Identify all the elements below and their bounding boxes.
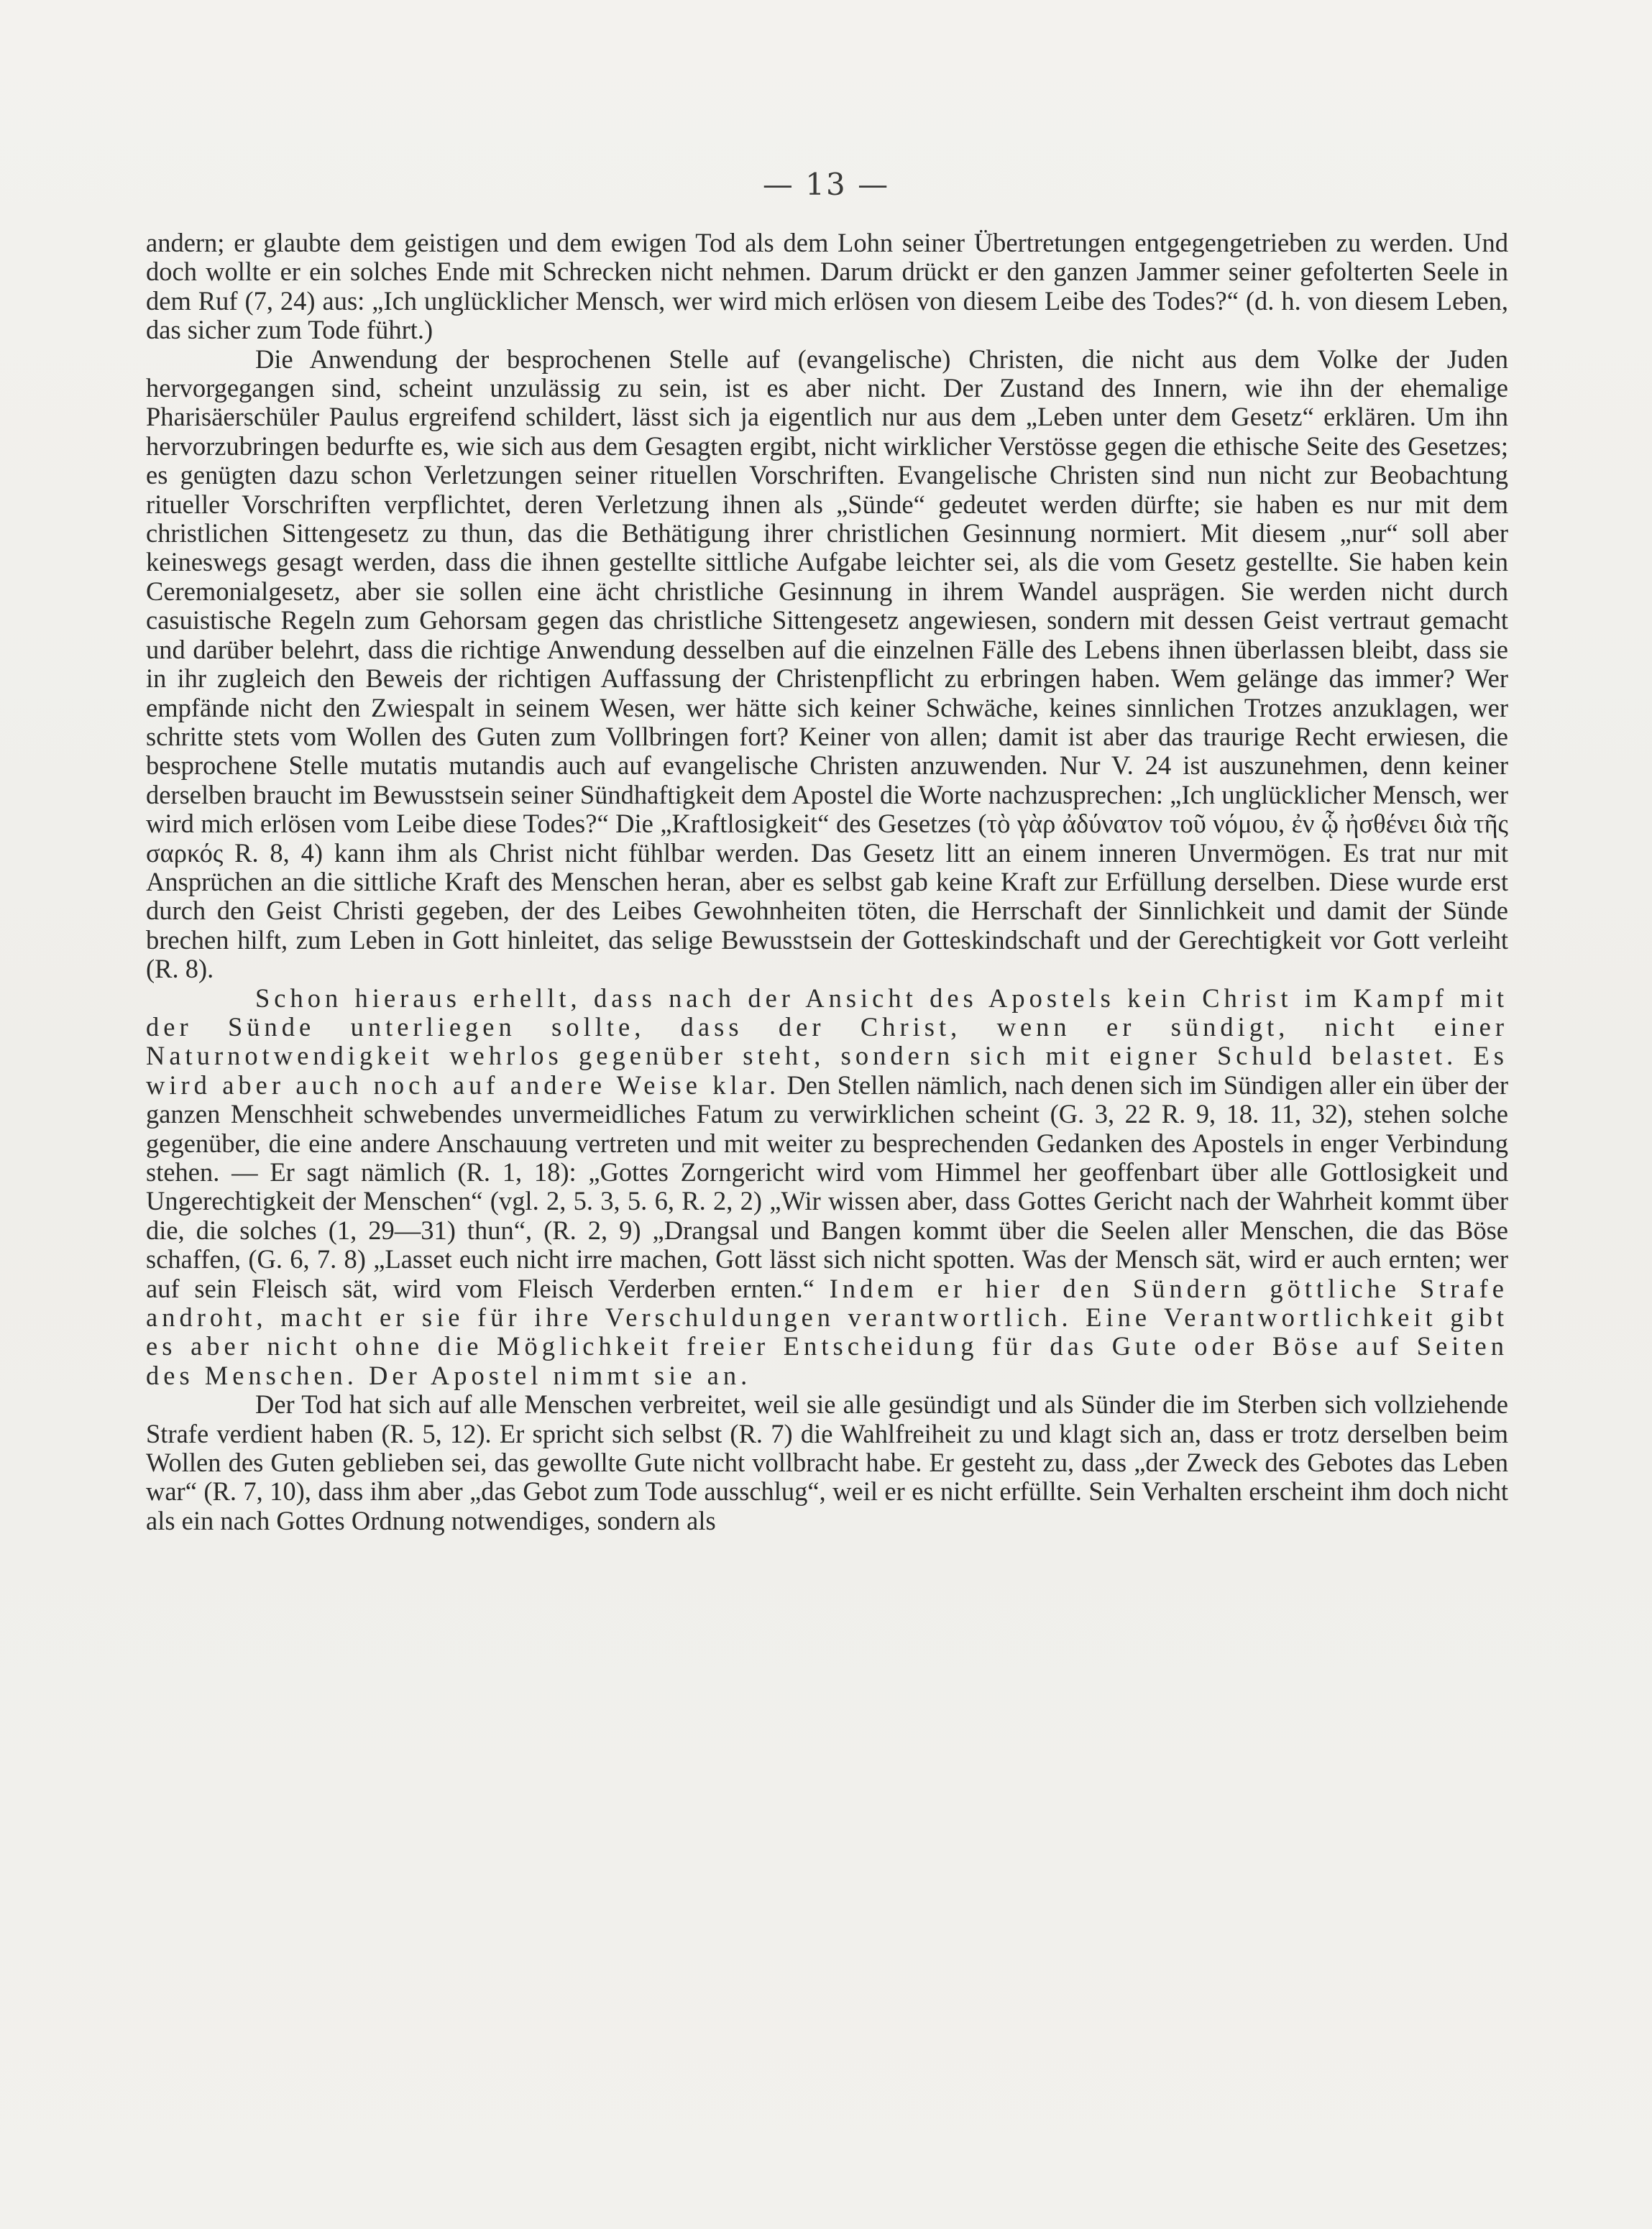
paragraph-3 bbox=[146, 984, 1508, 1391]
paragraph-3-emphasis-start: Schon hieraus erhellt, dass nach der Ansicht des Apostels kein Christ im Kampf mit der Sünde unterliegen sollte, dass der Christ, wenn er sündigt, nicht einer Naturnotwendigkeit wehrlos gegenüber steht, sondern sich mit eigner Schuld belastet. Es wird aber auch noch auf andere Weise klar. bbox=[146, 983, 1508, 1100]
paragraph-4: Der Tod hat sich auf alle Menschen verbreitet, weil sie alle gesündigt und als Sünder die im Sterben sich vollziehende Strafe verdient haben (R. 5, 12). Er spricht sich selbst (R. 7) die Wahlfreiheit zu und klagt sich an, dass er trotz derselben beim Wollen des Guten geblieben sei, das gewollte Gute nicht vollbracht habe. Er gesteht zu, dass „der Zweck des Gebotes das Leben war“ (R. 7, 10), dass ihm aber „das Gebot zum Tode ausschlug“, weil er es nicht erfüllte. Sein Verhalten erscheint ihm doch nicht als ein nach Gottes Ordnung notwendiges, sondern als bbox=[146, 1389, 1508, 1535]
body-text bbox=[146, 229, 1508, 1535]
page-number: — 13 — bbox=[762, 167, 890, 202]
paragraph-3-body: Den Stellen nämlich, nach denen sich im Sündigen aller ein über der ganzen Menschheit schwebendes unvermeidliches Fatum zu verwirklichen scheint (G. 3, 22 R. 9, 18. 11, 32), stehen solche gegenüber, die eine andere Anschauung vertreten und mit weiter zu besprechenden Gedanken des Apostels in enger Verbindung stehen. — Er sagt nämlich (R. 1, 18): „Gottes Zorngericht wird vom Himmel her geoffenbart über alle Gottlosigkeit und Ungerechtigkeit der Menschen“ (vgl. 2, 5. 3, 5. 6, R. 2, 2) „Wir wissen aber, dass Gottes Gericht nach der Wahrheit kommt über die, die solches (1, 29—31) thun“, (R. 2, 9) „Drangsal und Bangen kommt über die Seelen aller Menschen, die das Böse schaffen, (G. 6, 7. 8) „Lasset euch nicht irre machen, Gott lässt sich nicht spotten. Was der Mensch sät, wird er auch ernten; wer auf sein Fleisch sät, wird vom Fleisch Verderben ernten.“ bbox=[146, 1070, 1508, 1303]
paragraph-3-emphasis-end: Indem er hier den Sündern göttliche Strafe androht, macht er sie für ihre Verschuldungen verantwortlich. Eine Verantwortlichkeit gibt es aber nicht ohne die Möglichkeit freier Entscheidung für das Gute oder Böse auf Seiten des Menschen. Der Apostel nimmt sie an. bbox=[146, 1273, 1508, 1390]
paragraph-1: andern; er glaubte dem geistigen und dem ewigen Tod als dem Lohn seiner Übertretungen entgegengetrieben zu werden. Und doch wollte er ein solches Ende mit Schrecken nicht nehmen. Darum drückt er den ganzen Jammer seiner gefolterten Seele in dem Ruf (7, 24) aus: „Ich unglücklicher Mensch, wer wird mich erlösen von diesem Leibe des Todes?“ (d. h. von diesem Leben, das sicher zum Tode führt.) bbox=[146, 228, 1508, 345]
paragraph-2: Die Anwendung der besprochenen Stelle auf (evangelische) Christen, die nicht aus dem Volke der Juden hervorgegangen sind, scheint unzulässig zu sein, ist es aber nicht. Der Zustand des Innern, wie ihn der ehemalige Pharisäerschüler Paulus ergreifend schildert, lässt sich ja eigentlich nur aus dem „Leben unter dem Gesetz“ erklären. Um ihn hervorzubringen bedurfte es, wie sich aus dem Gesagten ergibt, nicht wirklicher Verstösse gegen die ethische Seite des Gesetzes; es genügten dazu schon Verletzungen seiner rituellen Vorschriften. Evangelische Christen sind nun nicht zur Beobachtung ritueller Vorschriften verpflichtet, deren Verletzung ihnen als „Sünde“ gedeutet werden dürfte; sie haben es nur mit dem christlichen Sittengesetz zu thun, das die Bethätigung ihrer christlichen Gesinnung normiert. Mit diesem „nur“ soll aber keineswegs gesagt werden, dass die ihnen gestellte sittliche Aufgabe leichter sei, als die vom Gesetz gestellte. Sie haben kein Ceremonialgesetz, aber sie sollen eine ächt christliche Gesinnung in ihrem Wandel ausprägen. Sie werden nicht durch casuistische Regeln zum Gehorsam gegen das christliche Sittengesetz angewiesen, sondern mit dessen Geist vertraut gemacht und darüber belehrt, dass die richtige Anwendung desselben auf die einzelnen Fälle des Lebens ihnen überlassen bleibt, dass sie in ihr zugleich den Beweis der richtigen Auffassung der Christenpflicht zu erbringen haben. Wem gelänge das immer? Wer empfände nicht den Zwiespalt in seinem Wesen, wer hätte sich keiner Schwäche, keines sinnlichen Trotzes anzuklagen, wer schritte stets vom Wollen des Guten zum Vollbringen fort? Keiner von allen; damit ist aber das traurige Recht erwiesen, die besprochene Stelle mutatis mutandis auch auf evangelische Christen anzuwenden. Nur V. 24 ist auszunehmen, denn keiner derselben braucht im Bewusstsein seiner Sündhaftigkeit dem Apostel die Worte nachzusprechen: „Ich unglücklicher Mensch, wer wird mich erlösen vom Leibe diese Todes?“ Die „Kraftlosigkeit“ des Gesetzes (τὸ γὰρ ἀδύνατον τοῦ νόμου, ἐν ᾧ ἠσθένει διὰ τῆς σαρκός R. 8, 4) kann ihm als Christ nicht fühlbar werden. Das Gesetz litt an einem inneren Unvermögen. Es trat nur mit Ansprüchen an die sittliche Kraft des Menschen heran, aber es selbst gab keine Kraft zur Erfüllung derselben. Diese wurde erst durch den Geist Christi gegeben, der des Leibes Gewohnheiten töten, die Herrschaft der Sinnlichkeit und damit der Sünde brechen hilft, zum Leben in Gott hinleitet, das selige Bewusstsein der Gotteskindschaft und der Gerechtigkeit vor Gott verleiht (R. 8). bbox=[146, 344, 1508, 984]
